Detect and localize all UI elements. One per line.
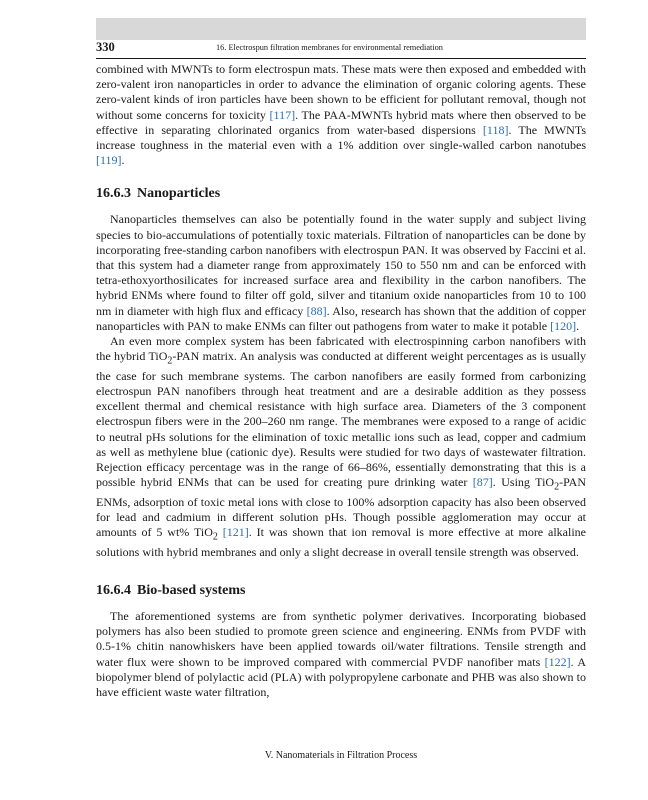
citation-link[interactable]: [117] [269,107,296,122]
subscript: 2 [212,531,218,543]
text-run: Nanoparticles themselves can also be potentially found in the water supply and subject living species to bio-accumulations of potentially toxic materials. Filtration of nanoparticles can be done by incorporating free-standing carbon nanofibers with electrospun PAN. It was observed by Faccini et al. that this system had a diameter range from approximately 150 to 550 nm and can be enforced with tetra-ethoxyorthosilicates for increased surface area and flexibility in the carbon nanofibers. The hybrid ENMs where found to filter off gold, silver and titanium oxide nanoparticles from 10 to 100 nm in diameter with high flux and efficacy [96,212,586,318]
text-run: -PAN ENMs, adsorption of toxic metal ions with close to 100% adsorption capacity has also been observed for lead and cadmium in different solution pHs. Though possible agglomeration may occur at amounts of 5 wt% TiO [96,475,586,540]
text-run: . A biopolymer blend of polylactic acid (PLA) with polypropylene carbonate and PHB was also shown to have efficient waste water filtration, [96,654,586,700]
top-band [96,18,586,40]
citation-link[interactable]: [88] [306,303,327,318]
page-body [96,62,586,700]
page-number: 330 [96,40,115,54]
page-footer: V. Nanomaterials in Filtration Process [264,750,418,761]
subscript: 2 [554,481,560,493]
subscript: 2 [167,355,173,367]
citation-link[interactable]: [87] [472,475,493,490]
nanoparticles-paragraph-2 [96,334,586,560]
text-run: . The MWNTs increase toughness in the material even with a 1% addition over single-walled carbon nanotubes [96,122,586,153]
text-run: An even more complex system has been fabricated with electrospinning carbon nanofibers with the hybrid TiO [96,334,586,364]
citation-link[interactable]: [122] [544,654,571,669]
section-number: 16.6.4 [96,583,131,599]
page-header [96,40,586,59]
citation-link[interactable]: [120] [550,318,577,333]
text-run: The aforementioned systems are from synthetic polymer derivatives. Incorporating biobased polymers has also been studied to promote green science and engineering. ENMs from PVDF with 0.5-1% chitin nanowhiskers have been applied towards oil/water filtrations. Tensile strength and water flux were shown to be improved compared with commercial PVDF nanofiber mats [96,609,586,669]
section-number: 16.6.3 [96,186,131,202]
text-run: . [576,318,580,333]
citation-link[interactable]: [121] [222,525,249,540]
text-run: combined with MWNTs to form electrospun mats. These mats were then exposed and embedded with zero-valent iron nanoparticles in order to advance the elimination of organic coloring agents. These zero-valent kinds of iron particles have been shown to be efficient for pollutant removal, though not without some concerns for toxicity [96,62,586,122]
text-run: . Using TiO [492,475,555,490]
citation-link[interactable]: [118] [482,122,509,137]
section-heading-nanoparticles [96,185,586,202]
citation-link[interactable]: [119] [96,153,122,168]
text-run: . The PAA-MWNTs hybrid mats where then observed to be effective in separating chlorinated organics from water-based dispersions [96,107,586,137]
text-run: . Also, research has shown that the addition of copper nanoparticles with PAN to make ENMs can filter out pathogens from water to make it potable [96,303,587,333]
bio-based-paragraph-1 [96,609,586,700]
section-heading-bio-based [96,582,586,599]
section-title: Bio-based systems [137,583,246,599]
text-run: -PAN matrix. An analysis was conducted at different weight percentages as is usually the case for such membrane systems. The carbon nanofibers are easily formed from carbonizing electrospun PAN nanofibers through heat treatment and are a desirable addition as they possess excellent thermal and chemical resistance with high surface area. Diameters of the 3 component electrospun fibers were in the 200–260 nm range. The membranes were exposed to a range of acidic to neutral pHs solutions for the elimination of toxic metallic ions such as lead, copper and cadmium as well as methylene blue (cationic dye). Results were studied for two days of wastewater filtration. Rejection efficacy percentage was in the range of 66–86%, essentially demonstrating that this is a possible hybrid ENMs that can be used for creating pure drinking water [96,349,586,490]
intro-paragraph [96,62,586,168]
section-title: Nanoparticles [137,186,221,202]
nanoparticles-paragraph-1 [96,212,586,334]
text-run: . [121,153,125,168]
running-head: 16. Electrospun filtration membranes for environmental remediation [216,43,443,52]
text-run: . It was shown that ion removal is more effective at more alkaline solutions with hybrid membranes and only a slight decrease in overall tensile strength was observed. [96,525,586,559]
